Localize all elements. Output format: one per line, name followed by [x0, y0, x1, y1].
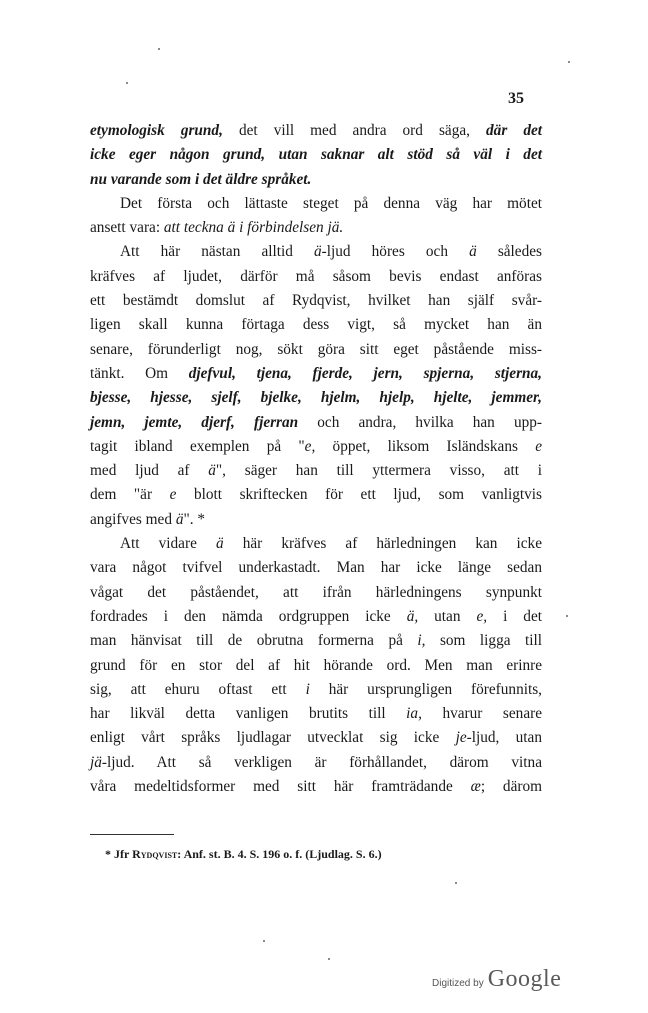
text-line	[90, 702, 542, 726]
text-segment: och andra, hvilka han upp-	[298, 413, 542, 431]
text-segment: jemn, jemte, djerf, fjerran	[90, 413, 299, 431]
text-segment: ", säger han till yttermera visso, att i	[215, 462, 542, 480]
scan-speck	[568, 61, 570, 63]
text-line	[90, 654, 542, 678]
text-line	[90, 581, 542, 605]
text-segment: ä	[215, 535, 224, 553]
text-segment: djefvul, tjena, fjerde, jern, spjerna, stjerna,	[188, 364, 542, 382]
text-segment: nu varande som i det äldre språket.	[90, 170, 312, 188]
text-segment: som ligga till	[425, 632, 542, 650]
text-line	[90, 678, 542, 702]
text-segment: har likväl detta vanligen brutits till	[90, 705, 407, 723]
text-line	[90, 629, 542, 653]
text-line	[90, 751, 542, 775]
text-segment: det vill med andra ord säga,	[222, 122, 487, 139]
text-segment: där det	[486, 122, 543, 139]
text-line	[90, 216, 542, 240]
text-line	[90, 338, 542, 362]
text-segment: att teckna ä i förbindelsen jä.	[163, 219, 344, 237]
text-segment: etymologisk grund,	[90, 122, 223, 139]
text-segment: e	[535, 437, 542, 455]
text-segment: ia,	[406, 705, 422, 723]
text-segment: ". *	[183, 510, 206, 528]
text-segment: i	[305, 680, 310, 698]
text-line	[90, 435, 542, 459]
text-segment: bjesse, hjesse, sjelf, bjelke, hjelm, hjelp, hjelte, jemmer,	[90, 389, 542, 407]
text-line	[90, 313, 542, 337]
digitized-by-google-watermark	[432, 966, 561, 993]
scan-speck	[126, 82, 128, 84]
text-segment: ä,	[406, 607, 419, 625]
text-segment: ansett vara:	[90, 219, 164, 237]
footnote-rule	[90, 834, 174, 835]
text-line	[90, 411, 542, 435]
footnote	[105, 847, 382, 862]
text-line	[90, 192, 542, 216]
text-line	[90, 119, 542, 143]
scan-speck	[328, 958, 330, 960]
page-body	[90, 119, 542, 799]
text-segment: -ljud. Att så verkligen är förhållandet, därom vitna	[101, 753, 542, 771]
scan-speck	[263, 940, 265, 942]
text-line	[90, 556, 542, 580]
footnote-mark: * Jfr	[105, 847, 133, 861]
text-segment: här ursprungligen förefunnits,	[309, 680, 542, 698]
text-segment: här kräfves af härledningen kan icke	[223, 535, 542, 553]
text-segment: ä	[314, 243, 322, 261]
text-segment: Att här nästan alltid	[120, 243, 314, 261]
text-segment: öppet, liksom Isländskans	[315, 437, 536, 455]
text-segment: man hänvisat till de obrutna formerna på	[90, 632, 418, 650]
text-segment: ; därom	[480, 778, 543, 796]
text-segment: -ljud höres och	[321, 243, 470, 261]
text-line	[90, 483, 542, 507]
text-segment: i,	[417, 632, 426, 650]
text-line	[90, 386, 542, 410]
text-line	[90, 289, 542, 313]
text-segment: dem "är	[90, 486, 170, 504]
text-segment: med ljud af	[90, 462, 209, 480]
text-segment: fordrades i den nämda ordgruppen icke	[90, 607, 407, 625]
footnote-reference: : Anf. st. B. 4. S. 196 o. f. (Ljudlag. S. 6.)	[177, 847, 382, 861]
text-segment: utan	[418, 607, 477, 625]
text-segment: sig, att ehuru oftast ett	[90, 680, 306, 698]
text-segment: je	[455, 729, 467, 747]
text-line	[90, 362, 542, 386]
text-segment: senare, förunderligt nog, sökt göra sitt eget påstående miss-	[90, 340, 542, 358]
text-segment: vara något tvifvel underkastadt. Man har icke länge sedan	[90, 559, 542, 577]
text-segment: ä	[208, 462, 216, 480]
text-segment: hvarur senare	[421, 705, 542, 723]
text-line	[90, 240, 542, 264]
text-segment: våra medeltidsformer med sitt här framträdande	[90, 778, 471, 796]
text-line	[90, 265, 542, 289]
text-segment: vågat det påståendet, att ifrån härledningens synpunkt	[90, 583, 542, 601]
text-segment: således	[476, 243, 542, 261]
text-segment: angifves med	[90, 510, 176, 528]
text-line	[90, 143, 542, 167]
google-logo: Google	[487, 966, 562, 992]
text-line	[90, 168, 542, 192]
scan-speck	[158, 48, 160, 50]
text-segment: ett bestämdt domslut af Rydqvist, hvilket han själf svår-	[90, 292, 542, 310]
scan-speck	[566, 615, 568, 617]
text-segment: e	[169, 486, 177, 504]
digitized-prefix: Digitized by	[432, 978, 484, 989]
text-segment: -ljud, utan	[466, 729, 542, 747]
text-segment: ä	[469, 243, 477, 261]
text-line	[90, 532, 542, 556]
text-segment: kräfves af ljudet, därför må såsom bevis endast anföras	[90, 267, 542, 285]
text-segment: ä	[175, 510, 184, 528]
text-segment: tänkt. Om	[90, 364, 189, 382]
text-segment: enligt vårt språks ljudlagar utvecklat sig icke	[90, 729, 456, 747]
text-segment: ligen skall kunna förtaga dess vigt, så mycket han än	[90, 316, 542, 334]
scan-speck	[455, 882, 457, 884]
text-segment: blott skriftecken för ett ljud, som vanligtvis	[176, 486, 542, 504]
footnote-author: Rydqvist	[132, 847, 178, 861]
text-segment: icke eger någon grund, utan saknar alt stöd så väl i det	[90, 146, 542, 164]
text-segment: grund för en stor del af hit hörande ord. Men man erinre	[90, 656, 542, 674]
text-segment: Att vidare	[120, 535, 216, 553]
text-segment: e,	[476, 607, 488, 625]
page-number: 35	[508, 90, 524, 107]
text-segment: e,	[304, 437, 316, 455]
text-line	[90, 459, 542, 483]
text-segment: tagit ibland exemplen på "	[90, 437, 305, 455]
text-segment: i det	[487, 607, 542, 625]
text-line	[90, 508, 542, 532]
text-line	[90, 605, 542, 629]
text-line	[90, 726, 542, 750]
text-segment: Det första och lättaste steget på denna väg har mötet	[120, 194, 542, 212]
text-segment: jä	[90, 753, 102, 771]
text-segment: æ	[470, 778, 481, 796]
text-line	[90, 775, 542, 799]
